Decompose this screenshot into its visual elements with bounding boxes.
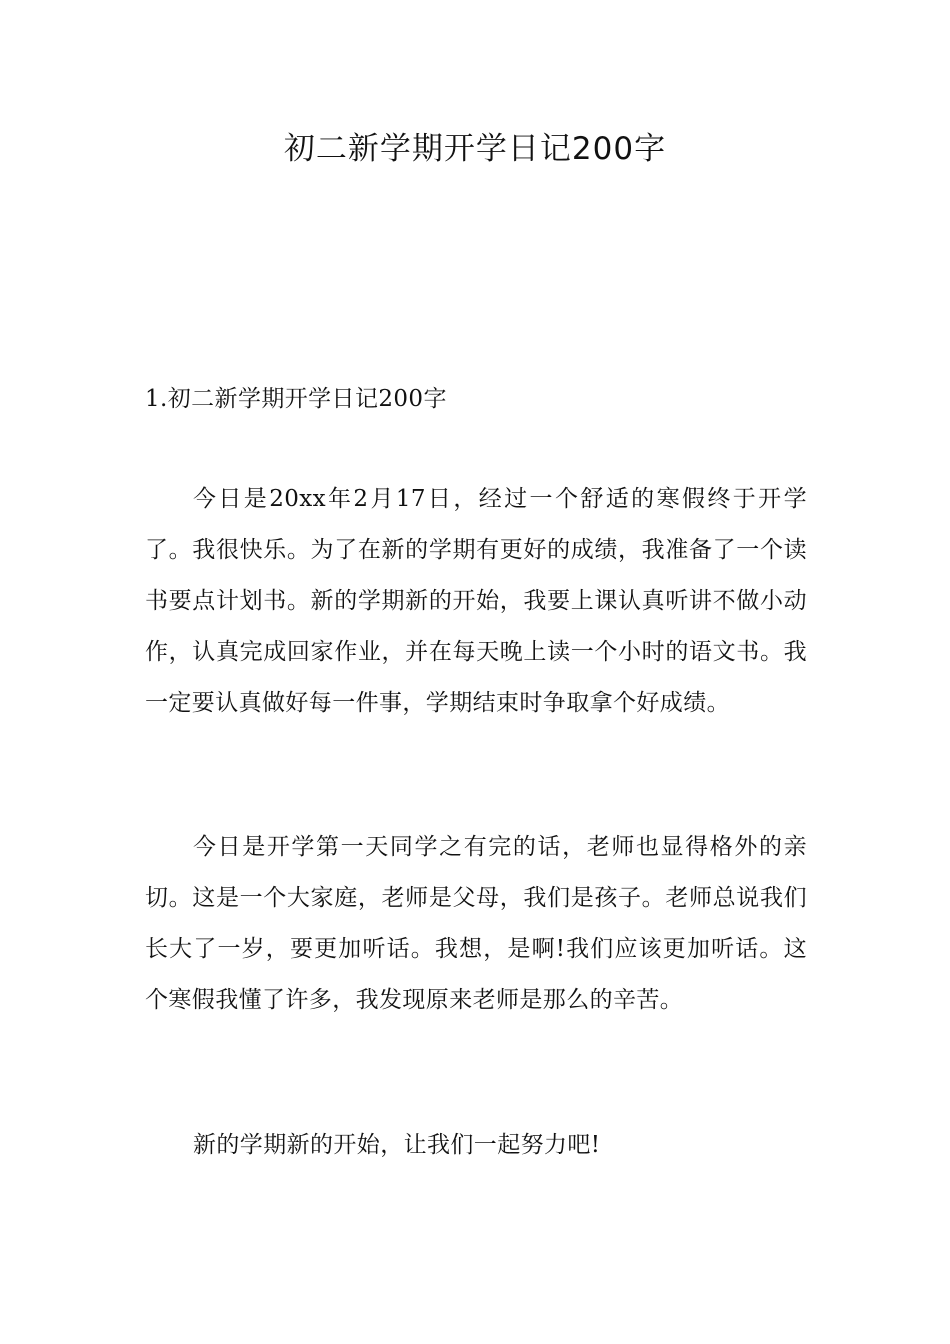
document-title: 初二新学期开学日记200字 bbox=[283, 131, 667, 167]
paragraph-2: 今日是开学第一天同学之有完的话，老师也显得格外的亲切。这是一个大家庭，老师是父母，我们是孩子。老师总说我们长大了一岁，要更加听话。我想，是啊!我们应该更加听话。这个寒假我懂了许多，我发现原来老师是那么的辛苦。 bbox=[145, 834, 807, 1013]
paragraph-1: 今日是20xx年2月17日，经过一个舒适的寒假终于开学了。我很快乐。为了在新的学期有更好的成绩，我准备了一个读书要点计划书。新的学期新的开始，我要上课认真听讲不做小动作，认真完成回家作业，并在每天晚上读一个小时的语文书。我一定要认真做好每一件事，学期结束时争取拿个好成绩。 bbox=[145, 486, 807, 716]
paragraph-3: 新的学期新的开始，让我们一起努力吧! bbox=[193, 1132, 601, 1158]
section-heading: 1.初二新学期开学日记200字 bbox=[145, 386, 447, 412]
